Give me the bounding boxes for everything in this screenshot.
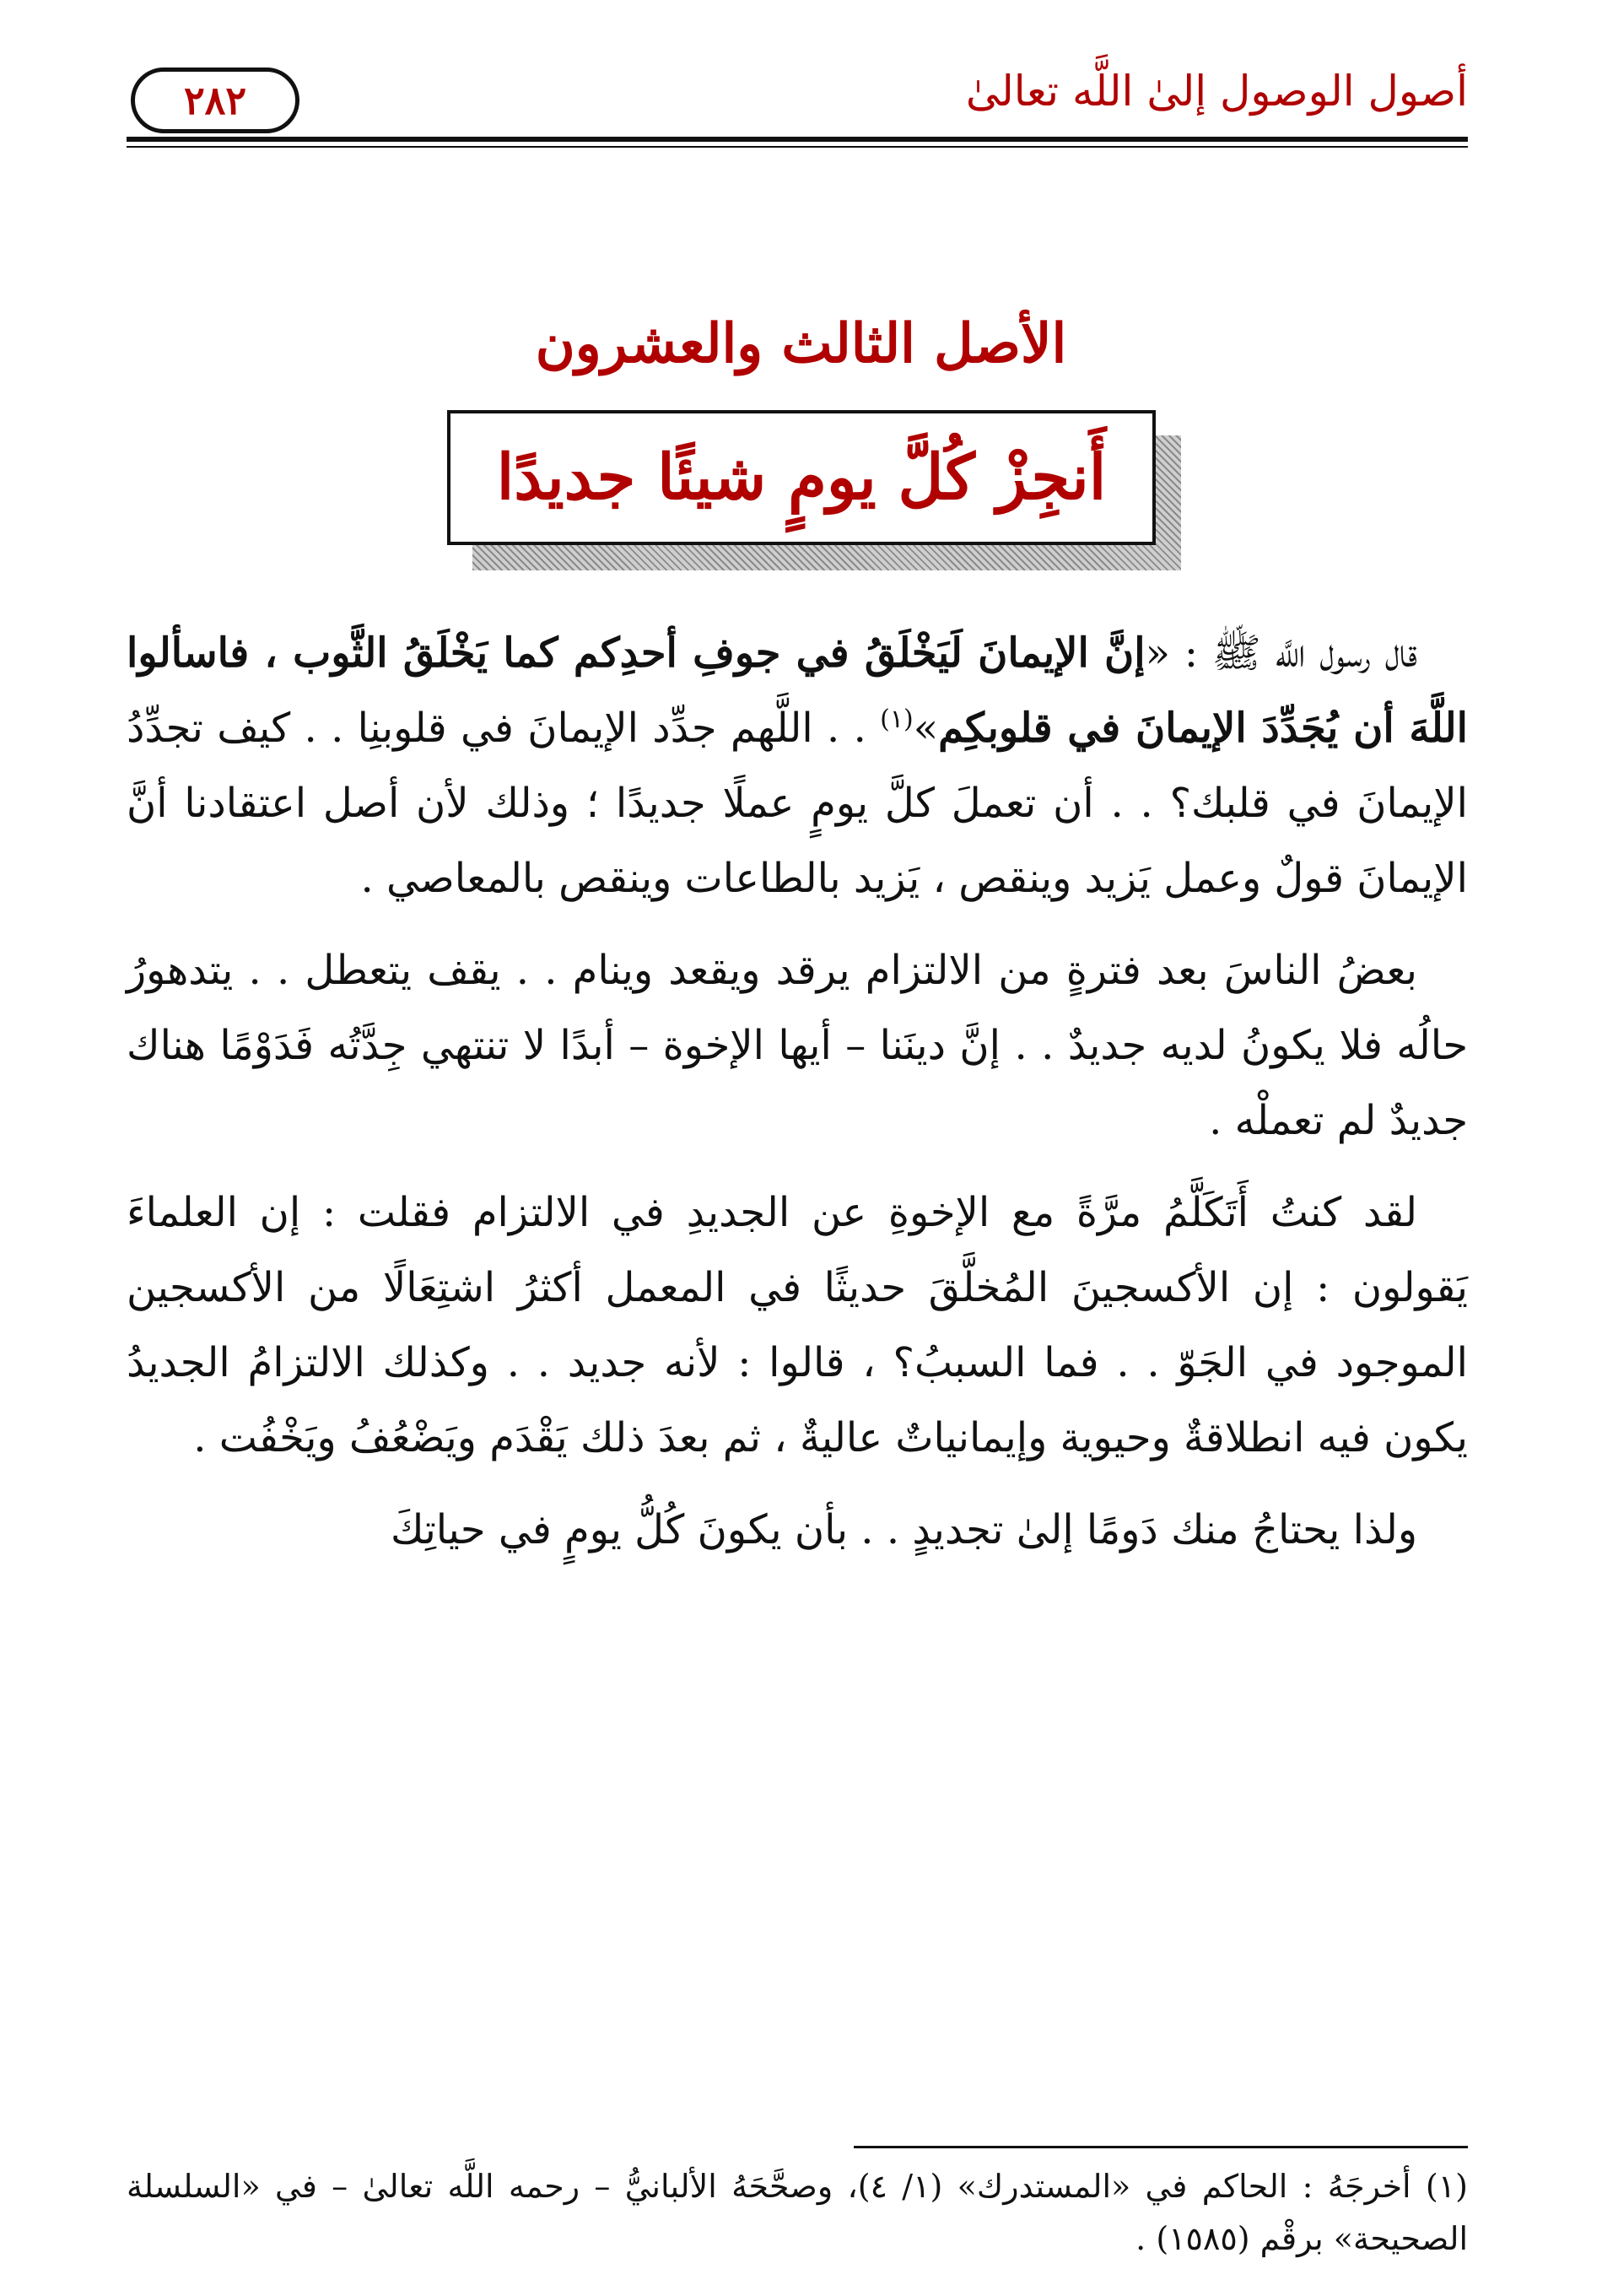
hadith-quote: إنَّ الإيمانَ لَيَخْلَقُ في جوفِ أحدِكم كما يَخْلَقُ الثَّوب ، فاسألوا اللَّهَ أن يُجَدِّدَ الإيمانَ في قلوبكِم: [127, 629, 1469, 752]
paragraph-1-rest: . . اللَّهم جدِّد الإيمانَ في قلوبنِا . . كيف تجدِّدُ الإيمانَ في قلبك؟ . . أن تعملَ كلَّ يومٍ عملًا جديدًا ؛ وذلك لأن أصل اعتقادنا أنَّ الإيمانَ قولٌ وعمل يَزيد وينقص ، يَزيد بالطاعات وينقص بالمعاصي .: [127, 705, 1468, 902]
page-number-badge: ٢٨٢: [131, 68, 299, 133]
paragraph-3: لقد كنتُ أَتَكَلَّمُ مرَّةً مع الإخوةِ عن الجديدِ في الالتزام فقلت : إن العلماءَ يَقولون : إن الأكسجينَ المُخلَّقَ حديثًا في المعمل أكثرُ اشتِعَالًا من الأكسجين الموجود في الجَوّ . . فما السببُ؟ ، قالوا : لأنه جديد . . وكذلك الالتزامُ الجديدُ يكون فيه انطلاقةٌ وحيوية وإيمانياتٌ عاليةٌ ، ثم بعدَ ذلك يَقْدَم ويَضْعُفُ ويَخْفُت .: [127, 1189, 1468, 1461]
chapter-title-frame: [447, 410, 1189, 579]
chapter-title: أَنجِزْ كُلَّ يومٍ شيئًا جديدًا: [447, 410, 1156, 545]
footnote-separator: [854, 2146, 1468, 2148]
chapter-label: الأصل الثالث والعشرون: [535, 312, 1067, 375]
body-text: [127, 616, 1468, 1585]
footnote-reference[interactable]: (١): [880, 705, 914, 734]
footnote: (١) أخرجَهُ : الحاكم في «المستدرك» (١/ ٤)، وصحَّحَهُ الألبانيُّ – رحمه اللَّه تعالىٰ – في «السلسلة الصحيحة» برقْم (١٥٨٥) .: [127, 2168, 1468, 2257]
quote-close: »: [913, 705, 939, 752]
paragraph-2: بعضُ الناسَ بعد فترةٍ من الالتزام يرقد ويقعد وينام . . يقف يتعطل . . يتدهورُ حالُه فلا يكونُ لديه جديدٌ . . إنَّ دينَنا – أيها الإخوة – أبدًا لا تنتهي جِدَّتُه فَدَوْمًا هناك جديدٌ لم تعملْه .: [127, 947, 1468, 1144]
paragraph-1: [127, 616, 1468, 916]
page-header: [127, 46, 1468, 139]
header-rule-thin: [127, 146, 1468, 148]
running-title: أصول الوصول إلىٰ اللَّه تعالىٰ: [965, 67, 1468, 116]
paragraph-1-intro: قال رسول اللَّه ﷺ : «: [1145, 629, 1417, 677]
paragraph-4: ولذا يحتاجُ منك دَومًا إلىٰ تجديدٍ . . بأن يكونَ كُلُّ يومٍ في حياتِكَ: [390, 1506, 1417, 1553]
header-rule-thick: [127, 137, 1468, 142]
